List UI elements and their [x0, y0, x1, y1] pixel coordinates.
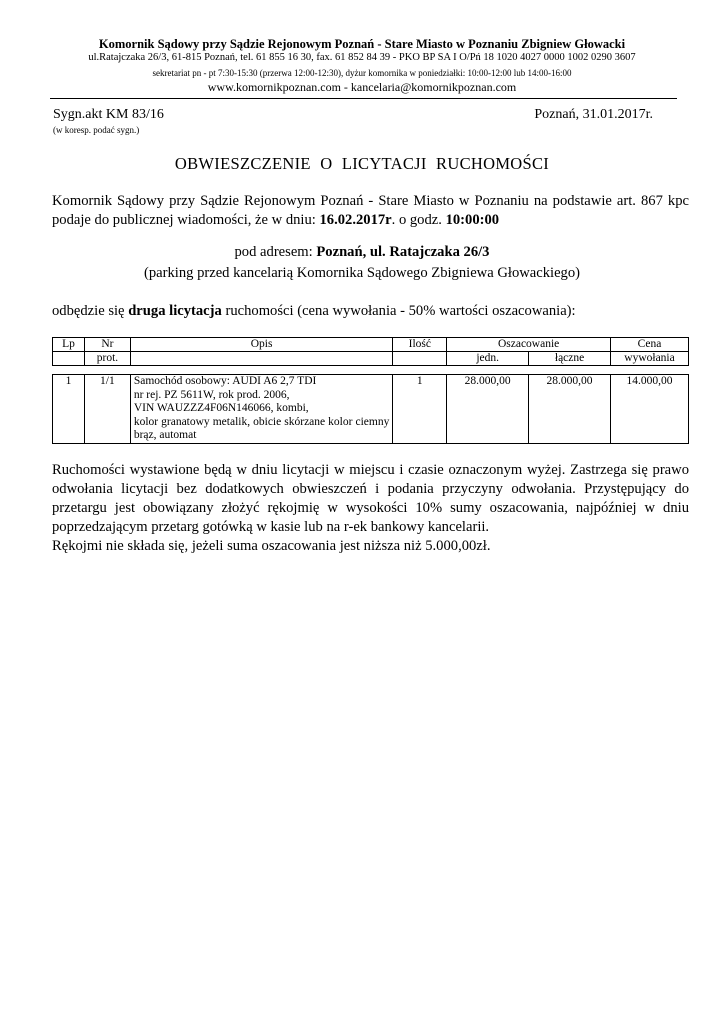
cell-lp: 1 — [53, 375, 85, 444]
header-office-name: Komornik Sądowy przy Sądzie Rejonowym Poznań - Stare Miasto w Poznaniu Zbigniew Głowacki — [98, 37, 626, 51]
header-cena-top: Cena — [611, 338, 689, 352]
intro-paragraph — [52, 192, 689, 230]
closing-deposit-note: Rękojmi nie składa się, jeżeli suma oszacowania jest niższa niż 5.000,00zł. — [52, 538, 491, 554]
document-title: OBWIESZCZENIE O LICYTACJI RUCHOMOŚCI — [174, 154, 550, 173]
opis-line: kolor granatowy metalik, obicie skórzane kolor ciemny brąz, automat — [133, 415, 390, 442]
header-nr-top: Nr — [84, 338, 130, 352]
intro-text: Komornik Sądowy przy Sądzie Rejonowym Poznań - Stare Miasto w Poznaniu na podstawie art. 867 kpc podaje do publicznej wiadomości, że w dniu: — [52, 193, 689, 228]
auction-address: Poznań, ul. Ratajczaka 26/3 — [316, 244, 490, 260]
header-office-hours: sekretariat pn - pt 7:30-15:30 (przerwa 12:00-12:30), dyżur komornika w poniedziałki: 10:00-12:00 lub 14:00-16:00 — [152, 68, 572, 78]
header-lp-cont — [53, 352, 85, 366]
address-prefix: pod adresem: — [234, 244, 317, 260]
auction-date: 16.02.2017r — [319, 212, 392, 228]
header-opis: Opis — [130, 338, 392, 352]
auction-type-line — [52, 302, 689, 321]
header-ilosc-cont — [393, 352, 447, 366]
opis-line: nr rej. PZ 5611W, rok prod. 2006, — [133, 388, 290, 401]
cell-cena: 14.000,00 — [611, 375, 689, 444]
auction-type-prefix: odbędzie się — [52, 303, 129, 319]
closing-paragraph — [52, 461, 689, 556]
auction-type: druga licytacja — [128, 303, 222, 319]
header-nr-bottom: prot. — [84, 352, 130, 366]
auction-time: 10:00:00 — [445, 212, 500, 228]
cell-jedn: 28.000,00 — [447, 375, 529, 444]
header-oszacowanie: Oszacowanie — [447, 338, 611, 352]
cell-laczne: 28.000,00 — [529, 375, 611, 444]
parking-note: (parking przed kancelarią Komornika Sądowego Zbigniewa Głowackiego) — [143, 265, 581, 281]
items-table-header — [52, 337, 689, 366]
header-ilosc: Ilość — [393, 338, 447, 352]
header-opis-cont — [130, 352, 392, 366]
case-signature-note: (w koresp. podać sygn.) — [53, 125, 140, 135]
header-contact: www.komornikpoznan.com - kancelaria@komornikpoznan.com — [207, 80, 517, 94]
auction-type-suffix: ruchomości (cena wywołania - 50% wartości oszacowania): — [221, 303, 576, 319]
cell-nr: 1/1 — [84, 375, 130, 444]
header-jedn: jedn. — [447, 352, 529, 366]
header-lp: Lp — [53, 338, 85, 352]
closing-terms: Ruchomości wystawione będą w dniu licytacji w miejscu i czasie oznaczonym wyżej. Zastrzega się prawo odwołania licytacji bez dodatkowych obwieszczeń i podania przyczyny odwołania. Przystępujący do przetargu jest obowiązany złożyć rękojmię w wysokości 10% sumy oszacowania, najpóźniej w dniu poprzedzającym przetarg gotówką w kasie lub na r-ek bankowy kancelarii. — [52, 462, 689, 535]
case-signature: Sygn.akt KM 83/16 — [53, 107, 164, 122]
table-row — [53, 375, 689, 444]
cell-ilosc: 1 — [393, 375, 447, 444]
opis-line: VIN WAUZZZ4F06N146066, kombi, — [133, 402, 309, 415]
auction-address-line — [0, 244, 724, 261]
intro-time-prefix: . o godz. — [391, 212, 446, 228]
opis-line: Samochód osobowy: AUDI A6 2,7 TDI — [133, 375, 317, 387]
header-address-bank: ul.Ratajczaka 26/3, 61-815 Poznań, tel. 61 855 16 30, fax. 61 852 84 39 - PKO BP SA I O/Pń 18 1020 4027 0000 1002 0290 3607 — [88, 52, 636, 63]
cell-opis — [130, 375, 393, 444]
header-divider — [50, 98, 677, 99]
items-table — [52, 374, 689, 444]
document-date: Poznań, 31.01.2017r. — [534, 107, 653, 122]
header-cena-bottom: wywołania — [611, 352, 689, 366]
header-laczne: łączne — [529, 352, 611, 366]
